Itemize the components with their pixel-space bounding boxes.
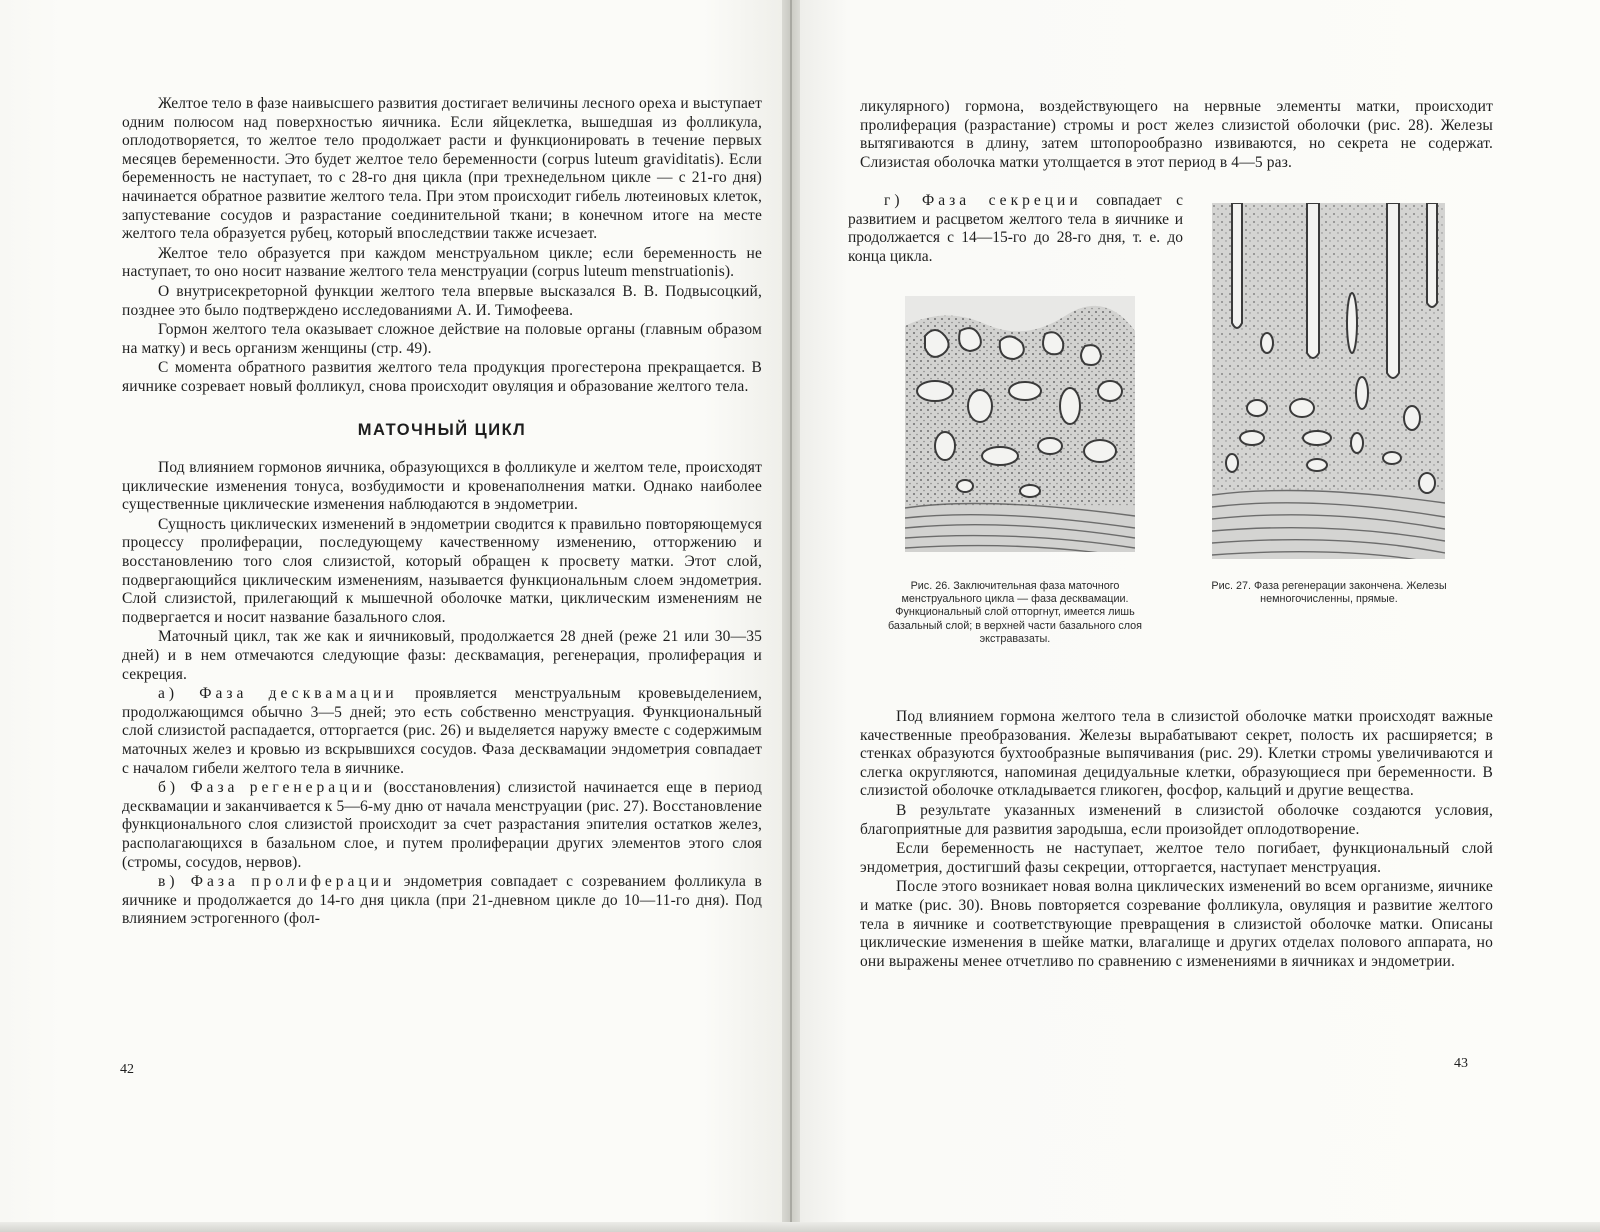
phase-b-text: (восстановления) слизистой начинается еще в период десквамации и заканчивается к 5—6-му дню от начала менструации (рис. 27). Восстановление функционального слоя слизистой происходит за счет разрастания эпителия остатков желез, располагающихся в базальном слое, и путем пролиферации других элементов этого слоя (стромы, сосудов, нервов). [122,779,762,871]
page-number-left: 42 [120,1062,134,1077]
left-page-text [122,95,762,930]
phase-c-paragraph [122,873,762,929]
paragraph: Под влиянием гормона желтого тела в слизистой оболочке матки происходят важные качественные преобразования. Железы вырабатывают секрет, полость их расширяется; в стенках образуются бухтообразные выпячивания (рис. 29). Клетки стромы увеличиваются и слегка округляются, напоминая децидуальные клетки, образующиеся при беременности. В слизистой оболочке откладывается гликоген, фосфор, кальций и другие вещества. [860,708,1493,800]
paragraph: С момента обратного развития желтого тела продукция прогестерона прекращается. В яичнике созревает новый фолликул, снова происходит овуляция и образование желтого тела. [122,359,762,395]
paragraph: Сущность циклических изменений в эндометрии сводится к правильно повторяющемуся процессу пролиферации, последующему качественному изменению, отторжению и восстановлению того слоя слизистой, который обращен к просвету матки. Этот слой, подвергающийся циклическим изменениям, называется функциональным слоем эндометрия. Слой слизистой, прилегающий к мышечной оболочке матки, циклическим изменениям не подвергается и носит название базального слоя. [122,515,762,626]
phase-d-paragraph [848,192,1183,266]
figure-27-caption: Рис. 27. Фаза регенерации закончена. Железы немногочисленны, прямые. [1211,580,1447,606]
paragraph: После этого возникает новая волна циклических изменений во всем организме, яичнике и матке (рис. 30). Вновь повторяется созревание фолликула, овуляция и развитие желтого тела в яичнике и соответствующие превращения в слизистой оболочке матки. Описаны циклические изменения в шейке матки, влагалище и других отделах полового аппарата, но они выражены менее отчетливо по сравнению с изменениями в яичниках и эндометрии. [860,878,1493,970]
phase-d-label: г) Фаза секреции [884,192,1082,209]
phase-a-label: а) Фаза десквамации [158,685,398,703]
paragraph: Желтое тело образуется при каждом менструальном цикле; если беременность не наступает, то оно носит название желтого тела менструации (corpus luteum menstruationis). [122,244,762,281]
phase-a-text: проявляется менструальным кровевыделением, продолжающимся обычно 3—5 дней; это есть собственно менструация. Функциональный слой слизистой распадается, отторгается (рис. 26) и выделяется наружу вместе с содержимым маточных желез и кровью из вскрывшихся сосудов. Фаза десквамации эндометрия совпадает с началом гибели желтого тела в яичнике. [122,685,762,777]
page-number-right: 43 [1454,1056,1468,1071]
left-page [0,0,782,1232]
phase-a-paragraph [122,685,762,778]
paragraph: О внутрисекреторной функции желтого тела впервые высказался В. В. Подвысоцкий, позднее это было подтверждено исследованиями А. И. Тимофеева. [122,282,762,319]
phase-d-text: совпадает с развитием и расцветом желтого тела в яичнике и продолжается с 14—15-го до 28-го дня, т. е. до конца цикла. [848,192,1183,265]
book-bottom-edge [0,1222,1600,1232]
paragraph: Маточный цикл, так же как и яичниковый, продолжается 28 дней (реже 21 или 30—35 дней) и в нем отмечаются следующие фазы: десквамация, регенерация, пролиферация и секреция. [122,628,762,683]
phase-b-paragraph [122,779,762,872]
figure-27-micrograph [1212,203,1445,559]
phase-c-text: эндометрия совпадает с созреванием фолликула в яичнике и продолжается до 14-го дня цикла (при 21-дневном цикле до 10—11-го дня). Под влиянием эстрогенного (фол- [122,873,763,928]
paragraph: ликулярного) гормона, воздействующего на нервные элементы матки, происходит пролиферация (разрастание) стромы и рост желез слизистой оболочки (рис. 28). Железы вытягиваются в длину, затем штопорообразно извиваются, но секрета не содержат. Слизистая оболочка матки утолщается в этот период в 4—5 раз. [860,98,1493,171]
section-title: МАТОЧНЫЙ ЦИКЛ [357,420,527,439]
figure-26-micrograph [905,296,1135,552]
paragraph: Под влиянием гормонов яичника, образующихся в фолликуле и желтом теле, происходят циклические изменения тонуса, возбудимости и кровенаполнения матки. Однако наиболее существенные циклические изменения наблюдаются в эндометрии. [122,459,762,514]
right-page-bottom-text [860,708,1493,972]
phase-c-label: в) Фаза пролиферации [158,873,396,891]
figure-26-caption: Рис. 26. Заключительная фаза маточного менструального цикла — фаза десквамации. Функциональный слой отторгнут, имеется лишь базальный слой; в верхней части базального слоя экстравазаты. [888,580,1142,645]
paragraph: Желтое тело в фазе наивысшего развития достигает величины лесного ореха и выступает одним полюсом над поверхностью яичника. Если яйцеклетка, вышедшая из фолликула, оплодотворяется, то желтое тело продолжает расти и функционировать в течение первых месяцев беременности. Это будет желтое тело беременности (corpus luteum graviditatis). Если беременность не наступает, то с 28-го дня цикла (при трехнедельном цикле — с 21-го дня) начинается обратное развитие желтого тела. При этом происходит гибель лютеиновых клеток, запустевание сосудов и разрастание соединительной ткани; в конечном итоге на месте желтого тела образуется рубец, который впоследствии также исчезает. [122,95,762,243]
phase-b-label: б) Фаза регенерации [158,779,377,797]
paragraph: В результате указанных изменений в слизистой оболочке создаются условия, благоприятные для развития зародыша, если произойдет оплодотворение. [860,801,1493,838]
right-page [800,0,1600,1232]
paragraph: Если беременность не наступает, желтое тело погибает, функциональный слой эндометрия, достигший фазы секреции, отторгается, наступает менструация. [860,840,1493,876]
book-gutter [782,0,800,1232]
paragraph: Гормон желтого тела оказывает сложное действие на половые органы (главным образом на матку) и весь организм женщины (стр. 49). [122,321,762,357]
right-page-top-text [860,98,1493,173]
